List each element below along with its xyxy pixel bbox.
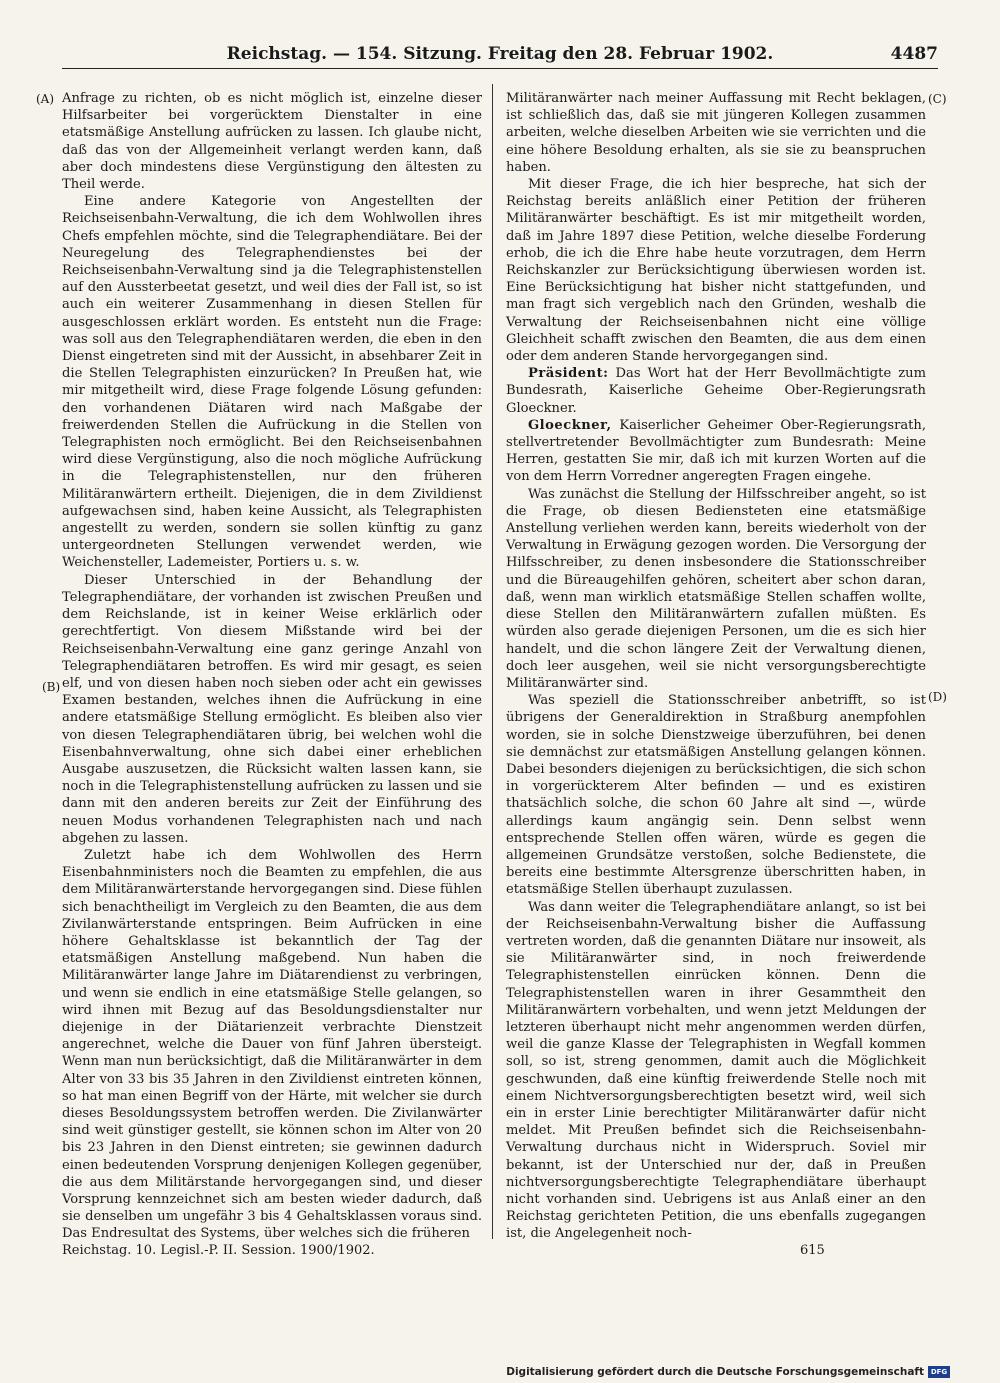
paragraph: [506, 486, 926, 692]
running-header: [62, 44, 938, 69]
paragraph-text: Mit dieser Frage, die ich hier bespreche, hat sich der Reichstag bereits anläßlich einer Petition der früheren Militäranwärter beschäftigt. Es ist mir mitgetheilt worden, daß im Jahre 1897 diese Petition, welche dieselbe Forderung erhob, die ich die Ehre habe heute vorzutragen, dem Herrn Reichskanzler zur Berücksichtigung überwiesen worden ist. Eine Berücksichtigung hat bisher nicht stattgefunden, und man fragt sich vergeblich nach den Gründen, weshalb die Verwaltung der Reichseisenbahnen nicht eine völlige Gleichheit schafft zwischen den Beamten, die aus dem einen oder dem anderen Stande hervorgegangen sind.: [506, 177, 926, 365]
digitization-credit: [506, 1366, 950, 1378]
paragraph: [506, 365, 926, 417]
margin-marker-b: (B): [42, 680, 61, 694]
paragraph: [62, 90, 482, 193]
footer-sheet-number: 615: [800, 1243, 825, 1258]
speaker-name: Präsident:: [528, 366, 609, 382]
paragraph: [62, 572, 482, 847]
credit-text: Digitalisierung gefördert durch die Deutsche Forschungsgemeinschaft: [506, 1366, 924, 1378]
paragraph-text: Das Wort hat der Herr Bevollmächtigte zum Bundesrath, Kaiserliche Geheime Ober-Regierungsrath Gloeckner.: [506, 366, 926, 416]
margin-marker-a: (A): [36, 92, 55, 106]
paragraph-text: Anfrage zu richten, ob es nicht möglich ist, einzelne dieser Hilfsarbeiter bei vorgerücktem Dienstalter in eine etatsmäßige Anstellung aufrücken zu lassen. Ich glaube nicht, daß das von der Allgemeinheit verlangt werden kann, daß aber doch mindestens diese Vergünstigung den ältesten zu Theil werde.: [62, 91, 482, 193]
paragraph: [506, 417, 926, 486]
paragraph: [506, 899, 926, 1243]
margin-marker-c: (C): [928, 92, 947, 106]
paragraph: [506, 692, 926, 898]
column-divider: [492, 84, 493, 1239]
paragraph-text: Was speziell die Stationsschreiber anbetrifft, so ist übrigens der Generaldirektion in Straßburg anempfohlen worden, sie in solche Dienstzweige überzuführen, bei denen sie demnächst zur etatsmäßigen Anstellung gelangen können. Dabei besonders diejenigen zu berücksichtigen, die sich schon in vorgerückterem Alter befinden — und es existiren thatsächlich solche, die schon 60 Jahre alt sind —, würde allerdings kaum angängig sein. Denn selbst wenn entsprechende Stellen offen wären, würde es gegen die allgemeinen Grundsätze verstoßen, solche Bedienstete, die bereits eine bestimmte Altersgrenze überschritten haben, in etatsmäßige Stellen überhaupt zuzulassen.: [506, 693, 926, 898]
left-column: [62, 90, 482, 1243]
paragraph-text: Was dann weiter die Telegraphendiätare anlangt, so ist bei der Reichseisenbahn-Verwaltung bisher die Auffassung vertreten worden, daß die genannten Diätare nur insoweit, als sie Militäranwärter sind, in noch freiwerdende Telegraphistenstellen einrücken können. Denn die Telegraphistenstellen waren in ihrer Gesammtheit den Militäranwärtern vorbehalten, und wenn jetzt Meldungen der letzteren überhaupt nicht mehr angenommen werden dürfen, weil die ganze Klasse der Telegraphisten in Wegfall kommen soll, so ist, streng genommen, damit auch die Möglichkeit geschwunden, daß eine künftig freiwerdende Stelle noch mit einem Nichtversorgungsberechtigten besetzt wird, weil sich ein in erster Linie berechtigter Militäranwärter dafür nicht meldet. Mit Preußen befindet sich die Reichseisenbahn-Verwaltung durchaus nicht in Widerspruch. Soviel mir bekannt, ist der Unterschied nur der, daß in Preußen nichtversorgungsberechtigte Telegraphendiätare überhaupt nicht vorhanden sind. Uebrigens ist aus Anlaß einer an den Reichstag gerichteten Petition, die uns ebenfalls zugegangen ist, die Angelegenheit noch-: [506, 899, 926, 1242]
paragraph: [506, 176, 926, 365]
paragraph-text: Zuletzt habe ich dem Wohlwollen des Herrn Eisenbahnministers noch die Beamten zu empfehlen, die aus dem Militäranwärterstande hervorgegangen sind. Diese fühlen sich benachtheiligt im Vergleich zu den Beamten, die aus dem Zivilanwärterstande entspringen. Beim Aufrücken in eine höhere Gehaltsklasse ist bekanntlich der Tag der etatsmäßigen Anstellung maßgebend. Nun haben die Militäranwärter lange Jahre im Diätarendienst zu verbringen, und wenn sie endlich in eine etatsmäßige Stelle gelangen, so wird ihnen mit Bezug auf das Besoldungsdienstalter nur diejenige in der Diätarienzeit verbrachte Dienstzeit angerechnet, welche die Dauer von fünf Jahren übersteigt. Wenn man nun berücksichtigt, daß die Militäranwärter in dem Alter von 33 bis 35 Jahren in den Zivildienst eintreten können, so hat man einen Begriff von der Härte, mit welcher sie durch dieses Besoldungssystem betroffen werden. Die Zivilanwärter sind weit günstiger gestellt, sie können schon im Alter von 20 bis 23 Jahren in den Dienst eintreten; sie gewinnen dadurch einen bedeutenden Vorsprung denjenigen Kollegen gegenüber, die aus dem Militärstande hervorgegangen sind, und dieser Vorsprung kennzeichnet sich am besten wieder dadurch, daß sie denselben um ungefähr 3 bis 4 Gehaltsklassen voraus sind. Das Endresultat des Systems, über welches sich die früheren: [62, 847, 482, 1242]
paragraph-text: Kaiserlicher Geheimer Ober-Regierungsrath, stellvertretender Bevollmächtigter zum Bundesrath: Meine Herren, gestatten Sie mir, daß ich mit kurzen Worten auf die von dem Herrn Vorredner angeregten Fragen eingehe.: [506, 417, 926, 485]
page-number: 4487: [890, 44, 938, 64]
paragraph-text: Was zunächst die Stellung der Hilfsschreiber angeht, so ist die Frage, ob diesen Bediensteten eine etatsmäßige Anstellung verliehen werden kann, bereits wiederholt von der Verwaltung in Erwägung gezogen worden. Die Versorgung der Hilfsschreiber, zu denen insbesondere die Stationsschreiber und die Büreaugehilfen gehören, scheitert aber schon daran, daß, wenn man wirklich etatsmäßige Stellen schaffen wollte, diese Stellen den Militäranwärtern zufallen müßten. Es würden also gerade diejenigen Personen, um die es sich hier handelt, und die schon längere Zeit der Verwaltung dienen, doch leer ausgehen, weil sie nicht versorgungsberechtigte Militäranwärter sind.: [506, 486, 926, 691]
paragraph-text: Dieser Unterschied in der Behandlung der Telegraphendiätare, der vorhanden ist zwischen Preußen und dem Reichslande, ist in keiner Weise erklärlich oder gerechtfertigt. Von diesem Mißstande wird bei der Reichseisenbahn-Verwaltung eine ganz geringe Anzahl von Telegraphendiätaren betroffen. Es wird mir gesagt, es seien elf, und von diesen haben noch sieben oder acht ein gewisses Examen bestanden, welches ihnen die Aufrückung in eine andere etatsmäßige Stellung ermöglicht. Es bleiben also vier von diesen Telegraphendiätaren übrig, bei welchen wohl die Eisenbahnverwaltung, ohne sich dabei einer erheblichen Ausgabe auszusetzen, die Rücksicht walten lassen kann, sie noch in die Telegraphistenstellung aufrücken zu lassen und sie dann mit den anderen bereits zur Zeit der Einführung des neuen Modus vorhandenen Telegraphisten nach und nach abgehen zu lassen.: [62, 572, 482, 846]
speaker-name: Gloeckner,: [528, 417, 612, 433]
paragraph-text: Eine andere Kategorie von Angestellten der Reichseisenbahn-Verwaltung, die ich dem Wohlwollen ihres Chefs empfehlen möchte, sind die Telegraphendiätare. Bei der Neuregelung des Telegraphendienstes bei der Reichseisenbahn-Verwaltung sind ja die Telegraphistenstellen auf den Aussterbeetat gesetzt, und weil dies der Fall ist, so ist auch ein weiterer Zusammenhang in diesen Stellen für ausgeschlossen erklärt worden. Es entsteht nun die Frage: was soll aus den Telegraphendiätaren werden, die eben in den Dienst eingetreten sind mit der Aussicht, in absehbarer Zeit in die Stellen Telegraphisten einzurücken? In Preußen hat, wie mir mitgetheilt wird, diese Frage folgende Lösung gefunden: den vorhandenen Diätaren wird nach Maßgabe der freiwerdenden Stellen die Aufrückung in die Stellen von Telegraphisten noch ermöglicht. Bei den Reichseisenbahnen wird diese Vergünstigung, also die noch mögliche Aufrückung in die Telegraphistenstellen, nur den früheren Militäranwärtern ertheilt. Diejenigen, die in dem Zivildienst aufgewachsen sind, haben keine Aussicht, als Telegraphisten angestellt zu werden, sondern sie sollen künftig zu ganz untergeordneten Stellungen verwendet werden, wie Weichensteller, Lademeister, Portiers u. s. w.: [62, 194, 482, 571]
paragraph: [506, 90, 926, 176]
margin-marker-d: (D): [928, 690, 947, 704]
paragraph: [62, 847, 482, 1243]
footer-session: Reichstag. 10. Legisl.-P. II. Session. 1900/1902.: [62, 1243, 375, 1258]
dfg-logo: DFG: [928, 1366, 950, 1378]
right-column: [506, 90, 926, 1243]
paragraph-text: Militäranwärter nach meiner Auffassung mit Recht beklagen, ist schließlich das, daß sie mit jüngeren Kollegen zusammen arbeiten, welche dieselben Arbeiten wie sie verrichten und die eine höhere Besoldung erhalten, als sie sie zu beanspruchen haben.: [506, 91, 926, 175]
header-title: Reichstag. — 154. Sitzung. Freitag den 28. Februar 1902.: [226, 44, 774, 64]
paragraph: [62, 193, 482, 571]
